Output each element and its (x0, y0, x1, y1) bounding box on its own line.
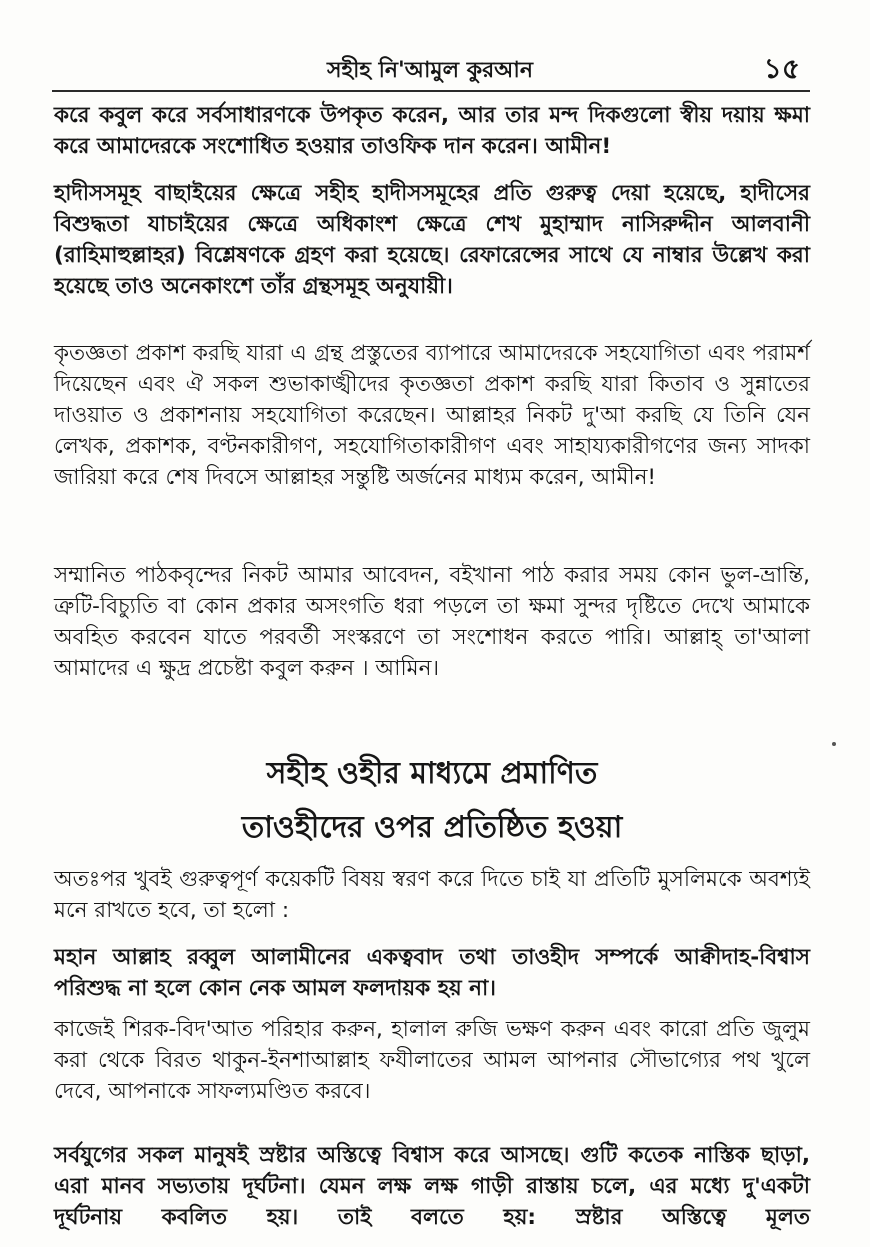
page-number: ১৫ (763, 52, 800, 85)
scan-speck (832, 742, 836, 746)
header-rule (52, 90, 810, 92)
running-title: সহীহ নি'আমুল কুরআন (327, 58, 533, 83)
paragraph-tawheed-belief: মহান আল্লাহ রব্বুল আলামীনের একত্ববাদ তথা তাওহীদ সম্পর্কে আক্বীদাহ-বিশ্বাস পরিশুদ্ধ না হলে কোন নেক আমল ফলদায়ক হয় না। (54, 945, 810, 1001)
paragraph-acknowledgement: কৃতজ্ঞতা প্রকাশ করছি যারা এ গ্রন্থ প্রস্তুতের ব্যাপারে আমাদেরকে সহযোগিতা এবং পরামর্শ দিয়েছেন এবং ঐ সকল শুভাকাঙ্খীদের কৃতজ্ঞতা প্রকাশ করছি যারা কিতাব ও সুন্নাতের দাওয়াত ও প্রকাশনায় সহযোগিতা করেছেন। আল্লাহর নিকট দু'আ করছি যে তিনি যেন লেখক, প্রকাশক, বণ্টনকারীগণ, সহযোগিতাকারীগণ এবং সাহায্যকারীগণের জন্য সাদকা জারিয়া করে শেষ দিবসে আল্লাহর সন্তুষ্টি অর্জনের মাধ্যম করেন, আমীন! (54, 341, 810, 490)
paragraph-continuation: করে কবুল করে সর্বসাধারণকে উপকৃত করেন, আর তার মন্দ দিকগুলো স্বীয় দয়ায় ক্ষমা করে আমাদেরকে সংশোধিত হওয়ার তাওফিক দান করেন। আমীন! (54, 103, 810, 159)
section-heading-line-1: সহীহ ওহীর মাধ্যমে প্রমাণিত (266, 756, 598, 791)
paragraph-intro-points: অতঃপর খুবই গুরুত্বপূর্ণ কয়েকটি বিষয় স্বরণ করে দিতে চাই যা প্রতিটি মুসলিমকে অবশ্যই মনে রাখতে হবে, তা হলো : (54, 867, 810, 923)
paragraph-reader-request: সম্মানিত পাঠকবৃন্দের নিকট আমার আবেদন, বইখানা পাঠ করার সময় কোন ভুল-ভ্রান্তি, ত্রুটি-বিচ্যুতি বা কোন প্রকার অসংগতি ধরা পড়লে তা ক্ষমা সুন্দর দৃষ্টিতে দেখে আমাকে অবহিত করবেন যাতে পরবর্তী সংস্করণে তা সংশোধন করতে পারি। আল্লাহ্ তা'আলা আমাদের এ ক্ষুদ্র প্রচেষ্টা কবুল করুন । আমিন। (54, 563, 810, 681)
paragraph-belief-in-creator: সর্বযুগের সকল মানুষই স্রষ্টার অস্তিত্বে বিশ্বাস করে আসছে। গুটি কতেক নাস্তিক ছাড়া, এরা মানব সভ্যতায় দূর্ঘটনা। যেমন লক্ষ লক্ষ গাড়ী রাস্তায় চলে, এর মধ্যে দু'একটা দূর্ঘটনায় কবলিত হয়। তাই বলতে হয়: স্রষ্টার অস্তিত্বে মূলত (54, 1143, 810, 1230)
paragraph-hadith-selection: হাদীসসমূহ বাছাইয়ের ক্ষেত্রে সহীহ হাদীসসমূহের প্রতি গুরুত্ব দেয়া হয়েছে, হাদীসের বিশুদ্ধতা যাচাইয়ের ক্ষেত্রে অধিকাংশ ক্ষেত্রে শেখ মুহাম্মাদ নাসিরুদ্দীন আলবানী (রাহিমাহুল্লাহর) বিশ্লেষণকে গ্রহণ করা হয়েছে। রেফারেন্সের সাথে যে নাম্বার উল্লেখ করা হয়েছে তাও অনেকাংশে তাঁর গ্রন্থসমূহ অনুযায়ী। (54, 181, 810, 299)
section-heading-line-2: তাওহীদের ওপর প্রতিষ্ঠিত হওয়া (241, 810, 623, 845)
paragraph-avoid-shirk: কাজেই শিরক-বিদ'আত পরিহার করুন, হালাল রুজি ভক্ষণ করুন এবং কারো প্রতি জুলুম করা থেকে বিরত থাকুন-ইনশাআল্লাহ ফযীলাতের আমল আপনার সৌভাগ্যের পথ খুলে দেবে, আপনাকে সাফল্যমণ্ডিত করবে। (54, 1017, 810, 1104)
